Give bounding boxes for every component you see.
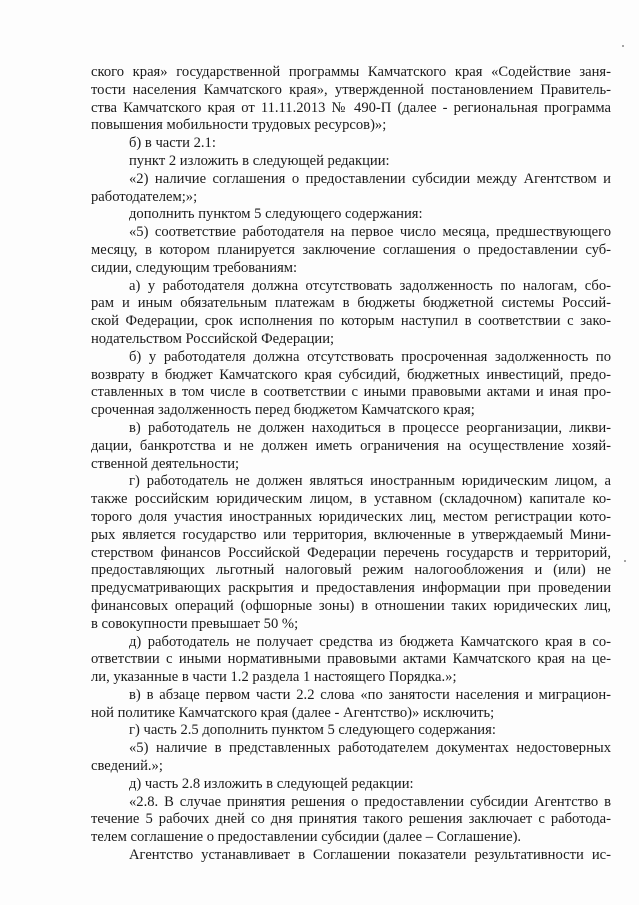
text-line: «5) наличие в представленных работодателем документах недостоверных (129, 740, 611, 757)
text-line: ства Камчатского края от 11.11.2013 № 490-П (далее - региональная программа (91, 99, 611, 116)
text-line: «5) соответствие работодателя на первое число месяца, предшествующего (129, 224, 611, 241)
text-line: ставленных в том числе в соответствии с иными правовыми актами и иная про- (91, 384, 611, 401)
text-line: стерством финансов Российской Федерации перечень государств и территорий, (91, 544, 611, 561)
text-line: сидии, следующим требованиям: (91, 259, 298, 276)
document-text (91, 64, 611, 865)
text-line: пункт 2 изложить в следующей редакции: (129, 152, 390, 169)
text-line: дополнить пунктом 5 следующего содержания: (129, 206, 423, 223)
text-line: д) часть 2.8 изложить в следующей редакции: (129, 775, 414, 792)
text-line: ской Федерации, срок исполнения по которым наступил в соответствии с зако- (91, 313, 611, 330)
text-line: телем соглашение о предоставлении субсидии (далее – Соглашение). (91, 829, 522, 846)
text-line: сведений.»; (91, 758, 163, 775)
text-line: ственной деятельности; (91, 455, 240, 472)
text-line: в) в абзаце первом части 2.2 слова «по занятости населения и миграцион- (129, 686, 611, 703)
text-line: б) в части 2.1: (129, 135, 216, 152)
text-line: предоставляющих льготный налоговый режим налогообложения и (или) не (91, 562, 611, 579)
text-line: повышения мобильности трудовых ресурсов)»; (91, 117, 387, 134)
scan-speck (622, 45, 624, 47)
text-line: д) работодатель не получает средства из бюджета Камчатского края в со- (129, 633, 611, 650)
text-line: рам и иным обязательным платежам в бюджеты бюджетной системы Россий- (91, 295, 611, 312)
text-line: г) работодатель не должен являться иностранным юридическим лицом, а (129, 473, 611, 490)
text-line: дации, банкротства и не должен иметь ограничения на осуществление хозяй- (91, 437, 611, 454)
text-line: «2.8. В случае принятия решения о предоставлении субсидии Агентство в (129, 793, 611, 810)
text-line: г) часть 2.5 дополнить пунктом 5 следующего содержания: (129, 722, 496, 739)
text-line: в) работодатель не должен находиться в процессе реорганизации, ликви- (129, 419, 611, 436)
text-line: Агентство устанавливает в Соглашении показатели результативности ис- (129, 847, 611, 864)
text-line: в совокупности превышает 50 %; (91, 615, 299, 632)
text-line: предусматривающих раскрытия и предоставления информации при проведении (91, 580, 611, 597)
text-line: также российским юридическим лицом, в уставном (складочном) капитале ко- (91, 491, 611, 508)
text-line: работодателем;»; (91, 188, 198, 205)
text-line: ной политике Камчатского края (далее - Агентство)» исключить; (91, 704, 495, 721)
text-line: ского края» государственной программы Камчатского края «Содействие заня- (91, 64, 611, 80)
text-line: финансовых операций (офшорные зоны) в отношении таких юридических лиц, (91, 597, 611, 614)
text-line: «2) наличие соглашения о предоставлении субсидии между Агентством и (129, 170, 611, 187)
text-line: возврату в бюджет Камчатского края субсидий, бюджетных инвестиций, предо- (91, 366, 611, 383)
text-line: а) у работодателя должна отсутствовать задолженность по налогам, сбо- (129, 277, 611, 294)
text-line: ответствии с иными нормативными правовыми актами Камчатского края на це- (91, 651, 611, 668)
text-line: ли, указанные в части 1.2 раздела 1 настоящего Порядка.»; (91, 669, 457, 686)
text-line: сроченная задолженность перед бюджетом Камчатского края; (91, 402, 475, 419)
text-line: б) у работодателя должна отсутствовать просроченная задолженность по (129, 348, 611, 365)
text-line: тости населения Камчатского края», утвержденной постановлением Правитель- (91, 81, 611, 98)
text-line: рых является государство или территория, включенные в утверждаемый Мини- (91, 526, 611, 543)
text-line: течение 5 рабочих дней со дня принятия такого решения заключает с работода- (91, 811, 611, 828)
text-line: месяцу, в котором планируется заключение соглашения о предоставлении суб- (91, 241, 611, 258)
text-line: нодательством Российской Федерации; (91, 330, 335, 347)
scan-speck (624, 560, 626, 562)
text-line: торого доля участия иностранных юридических лиц, местом регистрации кото- (91, 508, 611, 525)
